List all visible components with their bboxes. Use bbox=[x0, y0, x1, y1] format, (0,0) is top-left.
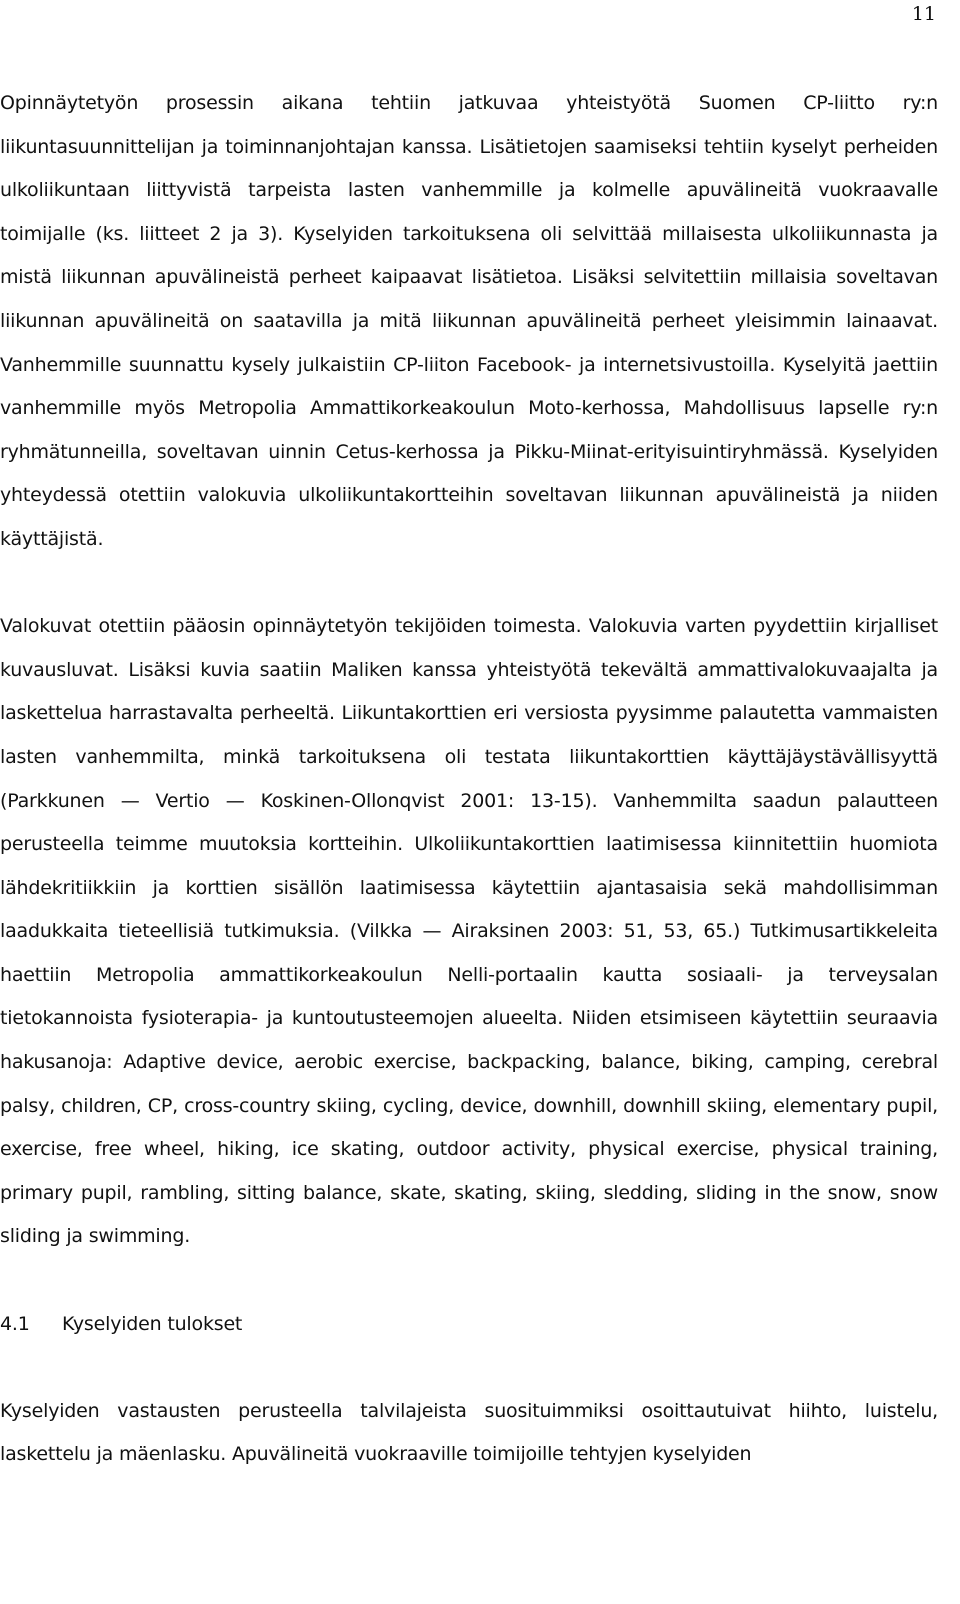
paragraph-photos-and-sources: Valokuvat otettiin pääosin opinnäytetyön tekijöiden toimesta. Valokuvia varten pyydettiin kirjalliset kuvausluvat. Lisäksi kuvia saatiin Maliken kanssa yhteistyötä tekevältä ammattivalokuvaajalta ja laskettelua harrastavalta perheeltä. Liikuntakorttien eri versiosta pyysimme palautetta vammaisten lasten vanhemmilta, minkä tarkoituksena oli testata liikuntakorttien käyttäjäystävällisyyttä (Parkkunen — Vertio — Koskinen-Ollonqvist 2001: 13-15). Vanhemmilta saadun palautteen perusteella teimme muutoksia kortteihin. Ulkoliikuntakorttien laatimisessa kiinnitettiin huomiota lähdekritiikkiin ja korttien sisällön laatimisessa käytettiin ajantasaisia sekä mahdollisimman laadukkaita tieteellisiä tutkimuksia. (Vilkka — Airaksinen 2003: 51, 53, 65.) Tutkimusartikkeleita haettiin Metropolia ammattikorkeakoulun Nelli-portaalin kautta sosiaali- ja terveysalan tietokannoista fysioterapia- ja kuntoutusteemojen alueelta. Niiden etsimiseen käytettiin seuraavia hakusanoja: Adaptive device, aerobic exercise, backpacking, balance, biking, camping, cerebral palsy, children, CP, cross-country skiing, cycling, device, downhill, downhill skiing, elementary pupil, exercise, free wheel, hiking, ice skating, outdoor activity, physical exercise, physical training, primary pupil, rambling, sitting balance, skate, skating, skiing, sledding, sliding in the snow, snow sliding ja swimming. bbox=[0, 615, 938, 1248]
section-heading bbox=[0, 1303, 938, 1347]
paragraph-inquiries: Opinnäytetyön prosessin aikana tehtiin jatkuvaa yhteistyötä Suomen CP-liitto ry:n liikuntasuunnittelijan ja toiminnanjohtajan kanssa. Lisätietojen saamiseksi tehtiin kyselyt perheiden ulkoliikuntaan liittyvistä tarpeista lasten vanhemmille ja kolmelle apuvälineitä vuokraavalle toimijalle (ks. liitteet 2 ja 3). Kyselyiden tarkoituksena oli selvittää millaisesta ulkoliikunnasta ja mistä liikunnan apuvälineistä perheet kaipaavat lisätietoa. Lisäksi selvitettiin millaisia soveltavan liikunnan apuvälineitä on saatavilla ja mitä liikunnan apuvälineitä perheet yleisimmin lainaavat. Vanhemmille suunnattu kysely julkaistiin CP-liiton Facebook- ja internetsivustoilla. Kyselyitä jaettiin vanhemmille myös Metropolia Ammattikorkeakoulun Moto-kerhossa, Mahdollisuus lapselle ry:n ryhmätunneilla, soveltavan uinnin Cetus-kerhossa ja Pikku-Miinat-erityisuintiryhmässä. Kyselyiden yhteydessä otettiin valokuvia ulkoliikuntakortteihin soveltavan liikunnan apuvälineistä ja niiden käyttäjistä. bbox=[0, 92, 938, 550]
section-title: Kyselyiden tulokset bbox=[62, 1312, 243, 1335]
document-body bbox=[0, 82, 938, 1477]
page-number: 11 bbox=[911, 3, 936, 25]
paragraph-survey-results: Kyselyiden vastausten perusteella talvilajeista suosituimmiksi osoittautuivat hiihto, luistelu, laskettelu ja mäenlasku. Apuvälineitä vuokraaville toimijoille tehtyjen kyselyiden bbox=[0, 1399, 938, 1466]
section-number: 4.1 bbox=[0, 1312, 30, 1335]
